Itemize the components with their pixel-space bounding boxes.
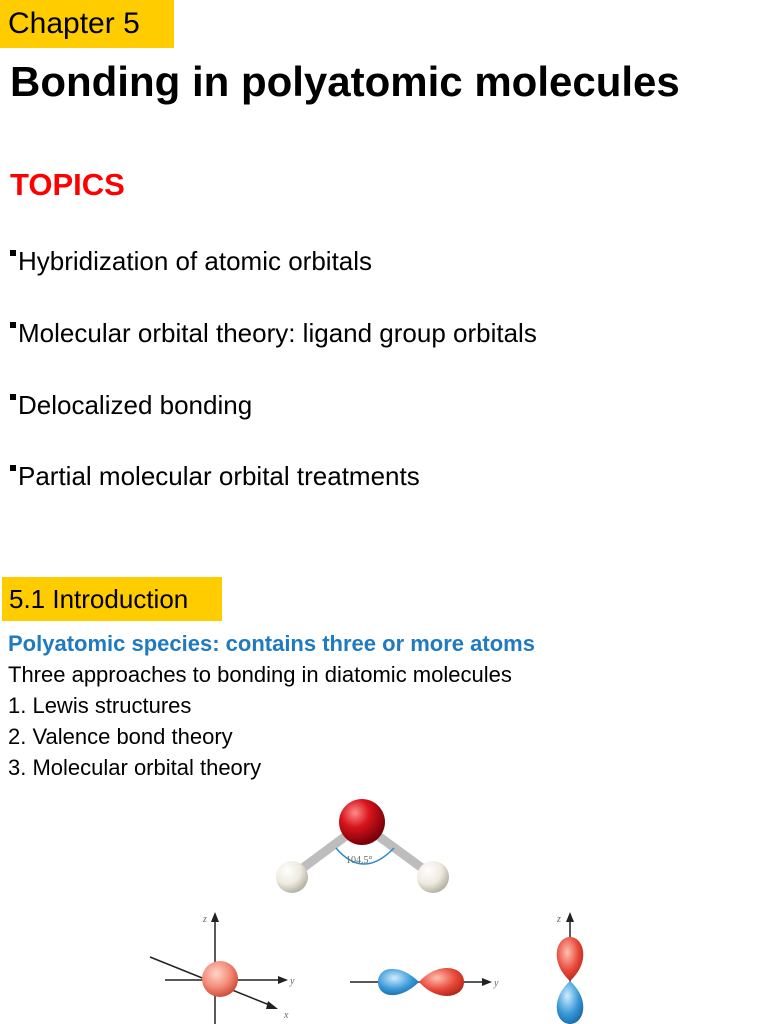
topics-heading: TOPICS — [10, 167, 125, 202]
topic-item — [10, 246, 372, 277]
section-label: 5.1 Introduction — [9, 584, 189, 614]
arrow-right-icon — [266, 1001, 278, 1009]
topic-text: Hybridization of atomic orbitals — [18, 246, 373, 276]
arrow-right-icon — [278, 976, 288, 984]
molecule-figure — [0, 780, 768, 1024]
section-badge — [2, 577, 222, 621]
py-orbital-figure — [350, 968, 499, 996]
bullet-icon — [10, 394, 16, 400]
topic-text: Molecular orbital theory: ligand group orbitals — [18, 318, 537, 348]
topic-item — [10, 390, 252, 421]
orbital-lobe-blue — [557, 981, 584, 1024]
topic-item — [10, 318, 537, 349]
hydrogen-atom — [276, 861, 308, 893]
bullet-icon — [10, 465, 16, 471]
topic-item — [10, 461, 420, 492]
hydrogen-atom — [417, 861, 449, 893]
axis-label-x: x — [284, 1010, 289, 1021]
orbital-lobe-red — [419, 968, 464, 996]
approach-item: 1. Lewis structures — [8, 693, 192, 718]
axis-label-y: y — [290, 976, 295, 987]
s-orbital-sphere — [202, 961, 238, 997]
topic-text: Partial molecular orbital treatments — [18, 461, 420, 491]
approach-item: 3. Molecular orbital theory — [8, 755, 262, 780]
chapter-label: Chapter 5 — [8, 7, 140, 40]
s-orbital-figure — [150, 912, 295, 1024]
topic-text: Delocalized bonding — [18, 390, 253, 420]
axis-label-z: z — [203, 914, 207, 925]
arrow-right-icon — [482, 978, 492, 986]
orbital-lobe-red — [557, 937, 584, 981]
axis-label-y: y — [494, 978, 499, 989]
angle-label: 104.5° — [346, 855, 373, 866]
intro-text: Three approaches to bonding in diatomic molecules — [8, 662, 512, 687]
orbital-lobe-blue — [378, 969, 419, 995]
arrow-up-icon — [211, 912, 219, 922]
bullet-icon — [10, 250, 16, 256]
section-subtitle: Polyatomic species: contains three or more atoms — [8, 631, 535, 656]
axis-label-z: z — [557, 914, 561, 925]
water-molecule — [276, 799, 449, 893]
oxygen-atom — [339, 799, 385, 845]
chapter-badge — [0, 0, 174, 48]
approach-item: 2. Valence bond theory — [8, 724, 233, 749]
page-title: Bonding in polyatomic molecules — [10, 58, 680, 105]
bullet-icon — [10, 322, 16, 328]
arrow-up-icon — [566, 912, 574, 922]
pz-orbital-figure — [556, 912, 583, 1024]
